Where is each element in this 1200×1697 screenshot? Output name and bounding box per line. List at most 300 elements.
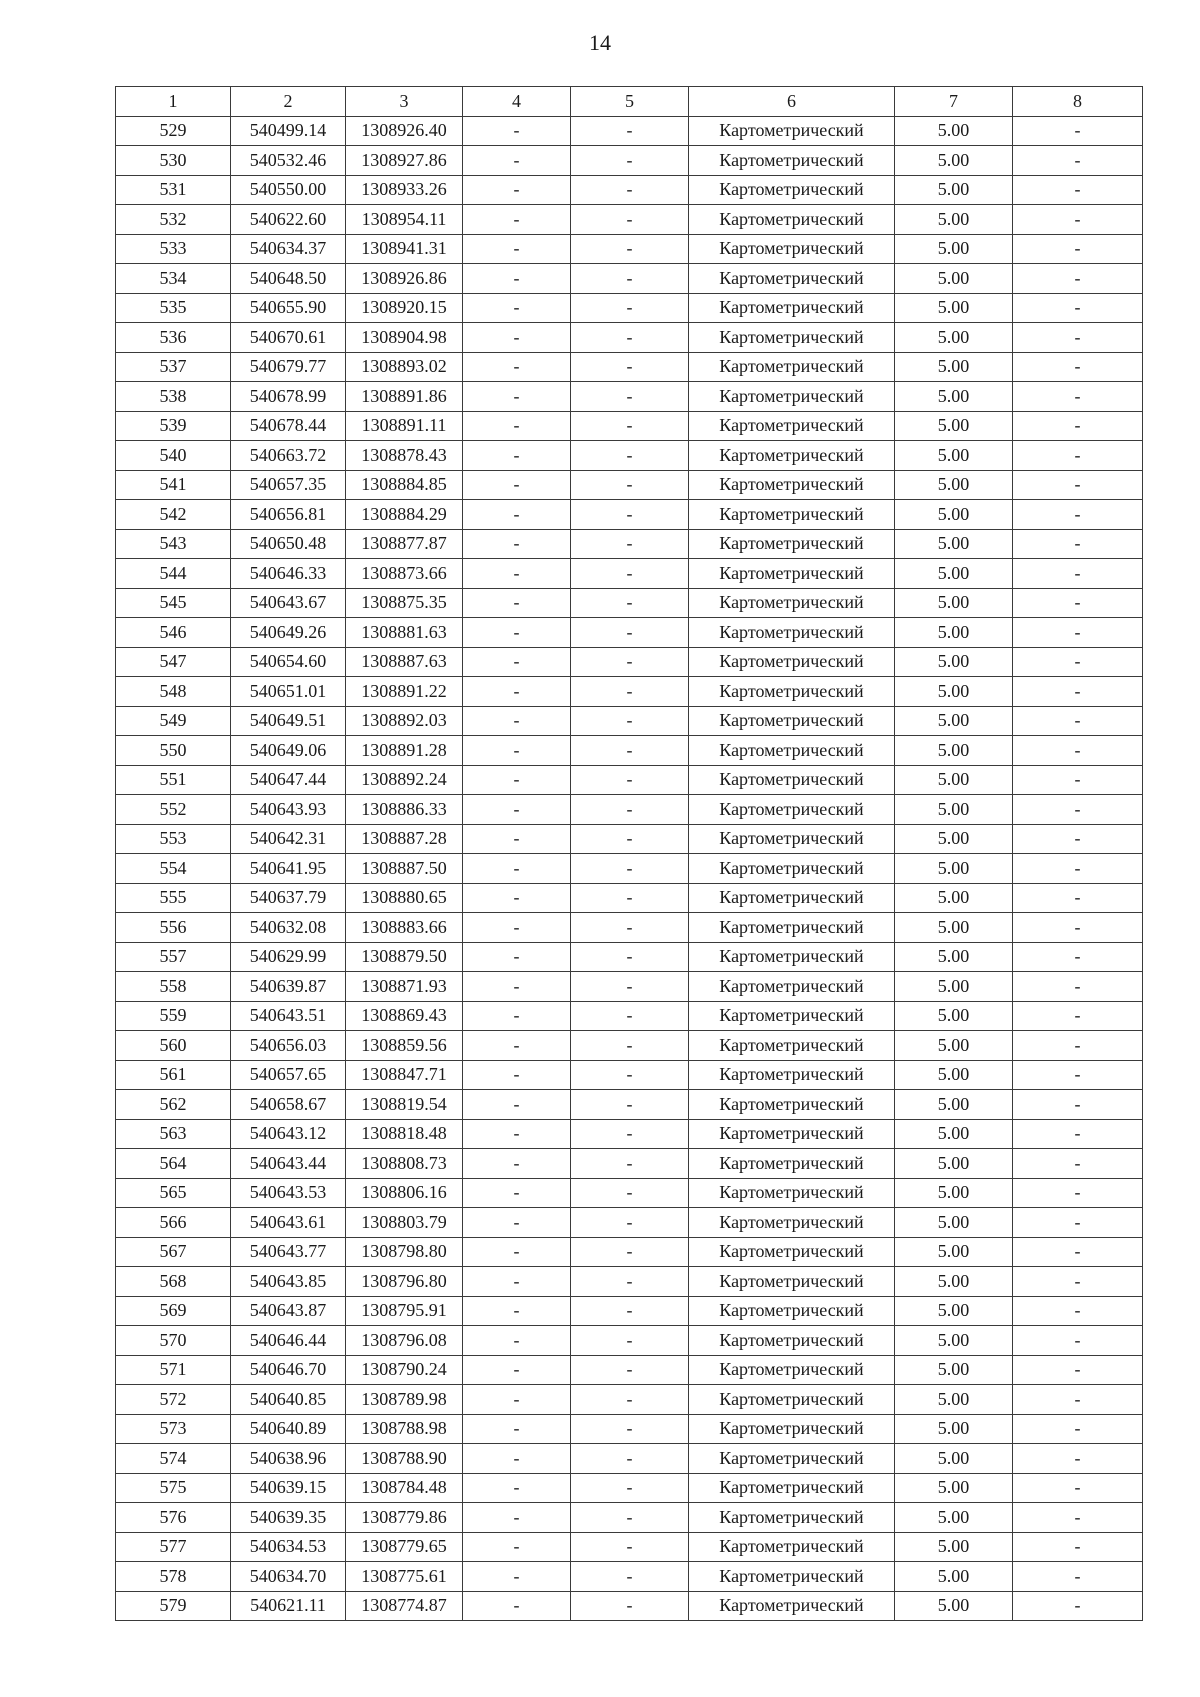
accuracy-cell: 5.00 — [895, 352, 1013, 382]
col5-cell: - — [571, 116, 689, 146]
x-coordinate-cell: 540649.51 — [231, 706, 346, 736]
col4-cell: - — [463, 647, 571, 677]
method-cell: Картометрический — [689, 323, 895, 353]
y-coordinate-cell: 1308796.80 — [346, 1267, 463, 1297]
accuracy-cell: 5.00 — [895, 795, 1013, 825]
x-coordinate-cell: 540643.12 — [231, 1119, 346, 1149]
accuracy-cell: 5.00 — [895, 1503, 1013, 1533]
column-header-4: 4 — [463, 87, 571, 117]
col8-cell: - — [1013, 1060, 1143, 1090]
accuracy-cell: 5.00 — [895, 1001, 1013, 1031]
column-header-2: 2 — [231, 87, 346, 117]
col8-cell: - — [1013, 824, 1143, 854]
y-coordinate-cell: 1308806.16 — [346, 1178, 463, 1208]
table-row — [116, 323, 1143, 353]
point-number-cell: 552 — [116, 795, 231, 825]
point-number-cell: 577 — [116, 1532, 231, 1562]
point-number-cell: 529 — [116, 116, 231, 146]
x-coordinate-cell: 540649.26 — [231, 618, 346, 648]
y-coordinate-cell: 1308873.66 — [346, 559, 463, 589]
col4-cell: - — [463, 1385, 571, 1415]
table-row — [116, 647, 1143, 677]
col5-cell: - — [571, 736, 689, 766]
point-number-cell: 547 — [116, 647, 231, 677]
table-row — [116, 1562, 1143, 1592]
accuracy-cell: 5.00 — [895, 1591, 1013, 1621]
y-coordinate-cell: 1308892.24 — [346, 765, 463, 795]
point-number-cell: 565 — [116, 1178, 231, 1208]
point-number-cell: 548 — [116, 677, 231, 707]
col4-cell: - — [463, 441, 571, 471]
accuracy-cell: 5.00 — [895, 1060, 1013, 1090]
accuracy-cell: 5.00 — [895, 264, 1013, 294]
col5-cell: - — [571, 441, 689, 471]
table-row — [116, 736, 1143, 766]
point-number-cell: 550 — [116, 736, 231, 766]
accuracy-cell: 5.00 — [895, 146, 1013, 176]
y-coordinate-cell: 1308779.86 — [346, 1503, 463, 1533]
point-number-cell: 559 — [116, 1001, 231, 1031]
table-row — [116, 1237, 1143, 1267]
x-coordinate-cell: 540643.67 — [231, 588, 346, 618]
x-coordinate-cell: 540649.06 — [231, 736, 346, 766]
col5-cell: - — [571, 559, 689, 589]
accuracy-cell: 5.00 — [895, 441, 1013, 471]
x-coordinate-cell: 540550.00 — [231, 175, 346, 205]
method-cell: Картометрический — [689, 795, 895, 825]
method-cell: Картометрический — [689, 1237, 895, 1267]
col4-cell: - — [463, 116, 571, 146]
point-number-cell: 568 — [116, 1267, 231, 1297]
accuracy-cell: 5.00 — [895, 1473, 1013, 1503]
accuracy-cell: 5.00 — [895, 470, 1013, 500]
col8-cell: - — [1013, 1208, 1143, 1238]
col8-cell: - — [1013, 1591, 1143, 1621]
table-row — [116, 352, 1143, 382]
point-number-cell: 538 — [116, 382, 231, 412]
col4-cell: - — [463, 1208, 571, 1238]
page-number: 14 — [589, 30, 611, 55]
table-row — [116, 205, 1143, 235]
point-number-cell: 557 — [116, 942, 231, 972]
accuracy-cell: 5.00 — [895, 647, 1013, 677]
col4-cell: - — [463, 559, 571, 589]
table-row — [116, 1296, 1143, 1326]
col4-cell: - — [463, 1090, 571, 1120]
table-row — [116, 411, 1143, 441]
point-number-cell: 554 — [116, 854, 231, 884]
x-coordinate-cell: 540634.37 — [231, 234, 346, 264]
accuracy-cell: 5.00 — [895, 1119, 1013, 1149]
table-row — [116, 1385, 1143, 1415]
x-coordinate-cell: 540637.79 — [231, 883, 346, 913]
y-coordinate-cell: 1308893.02 — [346, 352, 463, 382]
col4-cell: - — [463, 323, 571, 353]
accuracy-cell: 5.00 — [895, 1562, 1013, 1592]
accuracy-cell: 5.00 — [895, 175, 1013, 205]
accuracy-cell: 5.00 — [895, 1208, 1013, 1238]
y-coordinate-cell: 1308869.43 — [346, 1001, 463, 1031]
col8-cell: - — [1013, 1267, 1143, 1297]
table-row — [116, 1119, 1143, 1149]
y-coordinate-cell: 1308886.33 — [346, 795, 463, 825]
method-cell: Картометрический — [689, 736, 895, 766]
table-row — [116, 116, 1143, 146]
method-cell: Картометрический — [689, 1267, 895, 1297]
y-coordinate-cell: 1308871.93 — [346, 972, 463, 1002]
accuracy-cell: 5.00 — [895, 854, 1013, 884]
y-coordinate-cell: 1308803.79 — [346, 1208, 463, 1238]
col8-cell: - — [1013, 913, 1143, 943]
table-row — [116, 1090, 1143, 1120]
accuracy-cell: 5.00 — [895, 116, 1013, 146]
method-cell: Картометрический — [689, 1208, 895, 1238]
point-number-cell: 555 — [116, 883, 231, 913]
point-number-cell: 544 — [116, 559, 231, 589]
method-cell: Картометрический — [689, 1119, 895, 1149]
col4-cell: - — [463, 1149, 571, 1179]
col5-cell: - — [571, 1591, 689, 1621]
col5-cell: - — [571, 529, 689, 559]
accuracy-cell: 5.00 — [895, 1355, 1013, 1385]
method-cell: Картометрический — [689, 1178, 895, 1208]
table-row — [116, 559, 1143, 589]
y-coordinate-cell: 1308879.50 — [346, 942, 463, 972]
accuracy-cell: 5.00 — [895, 736, 1013, 766]
col5-cell: - — [571, 1001, 689, 1031]
col4-cell: - — [463, 1326, 571, 1356]
accuracy-cell: 5.00 — [895, 1444, 1013, 1474]
point-number-cell: 535 — [116, 293, 231, 323]
x-coordinate-cell: 540639.87 — [231, 972, 346, 1002]
col4-cell: - — [463, 1473, 571, 1503]
table-row — [116, 1001, 1143, 1031]
accuracy-cell: 5.00 — [895, 1296, 1013, 1326]
col5-cell: - — [571, 1355, 689, 1385]
table-row — [116, 1532, 1143, 1562]
x-coordinate-cell: 540643.93 — [231, 795, 346, 825]
col4-cell: - — [463, 736, 571, 766]
point-number-cell: 567 — [116, 1237, 231, 1267]
y-coordinate-cell: 1308887.63 — [346, 647, 463, 677]
x-coordinate-cell: 540655.90 — [231, 293, 346, 323]
column-header-1: 1 — [116, 87, 231, 117]
method-cell: Картометрический — [689, 706, 895, 736]
table-row — [116, 1444, 1143, 1474]
table-row — [116, 1591, 1143, 1621]
x-coordinate-cell: 540643.87 — [231, 1296, 346, 1326]
table-row — [116, 146, 1143, 176]
x-coordinate-cell: 540642.31 — [231, 824, 346, 854]
col5-cell: - — [571, 972, 689, 1002]
col4-cell: - — [463, 500, 571, 530]
y-coordinate-cell: 1308887.50 — [346, 854, 463, 884]
col4-cell: - — [463, 1414, 571, 1444]
col5-cell: - — [571, 647, 689, 677]
y-coordinate-cell: 1308954.11 — [346, 205, 463, 235]
x-coordinate-cell: 540641.95 — [231, 854, 346, 884]
col4-cell: - — [463, 529, 571, 559]
x-coordinate-cell: 540638.96 — [231, 1444, 346, 1474]
col8-cell: - — [1013, 1385, 1143, 1415]
y-coordinate-cell: 1308784.48 — [346, 1473, 463, 1503]
y-coordinate-cell: 1308926.40 — [346, 116, 463, 146]
x-coordinate-cell: 540650.48 — [231, 529, 346, 559]
col4-cell: - — [463, 264, 571, 294]
accuracy-cell: 5.00 — [895, 972, 1013, 1002]
col4-cell: - — [463, 411, 571, 441]
accuracy-cell: 5.00 — [895, 323, 1013, 353]
column-header-5: 5 — [571, 87, 689, 117]
x-coordinate-cell: 540640.85 — [231, 1385, 346, 1415]
col8-cell: - — [1013, 765, 1143, 795]
point-number-cell: 551 — [116, 765, 231, 795]
col4-cell: - — [463, 854, 571, 884]
col5-cell: - — [571, 1090, 689, 1120]
point-number-cell: 539 — [116, 411, 231, 441]
table-row — [116, 588, 1143, 618]
accuracy-cell: 5.00 — [895, 1149, 1013, 1179]
col5-cell: - — [571, 942, 689, 972]
y-coordinate-cell: 1308891.22 — [346, 677, 463, 707]
col8-cell: - — [1013, 293, 1143, 323]
col5-cell: - — [571, 205, 689, 235]
point-number-cell: 537 — [116, 352, 231, 382]
col4-cell: - — [463, 1267, 571, 1297]
y-coordinate-cell: 1308881.63 — [346, 618, 463, 648]
col4-cell: - — [463, 1178, 571, 1208]
table-row — [116, 500, 1143, 530]
method-cell: Картометрический — [689, 1149, 895, 1179]
table-row — [116, 854, 1143, 884]
col4-cell: - — [463, 1562, 571, 1592]
point-number-cell: 572 — [116, 1385, 231, 1415]
table-row — [116, 1060, 1143, 1090]
y-coordinate-cell: 1308779.65 — [346, 1532, 463, 1562]
col8-cell: - — [1013, 559, 1143, 589]
method-cell: Картометрический — [689, 1090, 895, 1120]
column-header-6: 6 — [689, 87, 895, 117]
y-coordinate-cell: 1308891.11 — [346, 411, 463, 441]
x-coordinate-cell: 540657.65 — [231, 1060, 346, 1090]
col8-cell: - — [1013, 736, 1143, 766]
table-row — [116, 1208, 1143, 1238]
col8-cell: - — [1013, 323, 1143, 353]
col5-cell: - — [571, 1326, 689, 1356]
col5-cell: - — [571, 1060, 689, 1090]
x-coordinate-cell: 540657.35 — [231, 470, 346, 500]
table-row — [116, 913, 1143, 943]
col8-cell: - — [1013, 146, 1143, 176]
y-coordinate-cell: 1308789.98 — [346, 1385, 463, 1415]
col5-cell: - — [571, 1178, 689, 1208]
y-coordinate-cell: 1308892.03 — [346, 706, 463, 736]
table-row — [116, 765, 1143, 795]
col8-cell: - — [1013, 1503, 1143, 1533]
col8-cell: - — [1013, 1178, 1143, 1208]
col5-cell: - — [571, 765, 689, 795]
accuracy-cell: 5.00 — [895, 411, 1013, 441]
x-coordinate-cell: 540670.61 — [231, 323, 346, 353]
y-coordinate-cell: 1308891.86 — [346, 382, 463, 412]
header-row — [116, 87, 1143, 117]
point-number-cell: 561 — [116, 1060, 231, 1090]
y-coordinate-cell: 1308878.43 — [346, 441, 463, 471]
x-coordinate-cell: 540643.61 — [231, 1208, 346, 1238]
x-coordinate-cell: 540643.77 — [231, 1237, 346, 1267]
col5-cell: - — [571, 1031, 689, 1061]
x-coordinate-cell: 540639.15 — [231, 1473, 346, 1503]
col8-cell: - — [1013, 647, 1143, 677]
x-coordinate-cell: 540663.72 — [231, 441, 346, 471]
col8-cell: - — [1013, 588, 1143, 618]
method-cell: Картометрический — [689, 1444, 895, 1474]
col5-cell: - — [571, 1296, 689, 1326]
col5-cell: - — [571, 1562, 689, 1592]
col4-cell: - — [463, 824, 571, 854]
point-number-cell: 558 — [116, 972, 231, 1002]
method-cell: Картометрический — [689, 441, 895, 471]
x-coordinate-cell: 540532.46 — [231, 146, 346, 176]
point-number-cell: 530 — [116, 146, 231, 176]
x-coordinate-cell: 540634.53 — [231, 1532, 346, 1562]
col8-cell: - — [1013, 883, 1143, 913]
col8-cell: - — [1013, 529, 1143, 559]
accuracy-cell: 5.00 — [895, 1326, 1013, 1356]
x-coordinate-cell: 540656.03 — [231, 1031, 346, 1061]
point-number-cell: 541 — [116, 470, 231, 500]
y-coordinate-cell: 1308795.91 — [346, 1296, 463, 1326]
column-header-7: 7 — [895, 87, 1013, 117]
table-row — [116, 1149, 1143, 1179]
point-number-cell: 556 — [116, 913, 231, 943]
accuracy-cell: 5.00 — [895, 234, 1013, 264]
col4-cell: - — [463, 1355, 571, 1385]
method-cell: Картометрический — [689, 116, 895, 146]
y-coordinate-cell: 1308775.61 — [346, 1562, 463, 1592]
col8-cell: - — [1013, 411, 1143, 441]
accuracy-cell: 5.00 — [895, 1414, 1013, 1444]
col8-cell: - — [1013, 1001, 1143, 1031]
table-row — [116, 175, 1143, 205]
table-row — [116, 529, 1143, 559]
col8-cell: - — [1013, 1355, 1143, 1385]
method-cell: Картометрический — [689, 175, 895, 205]
x-coordinate-cell: 540679.77 — [231, 352, 346, 382]
col5-cell: - — [571, 470, 689, 500]
table-header — [116, 87, 1143, 117]
method-cell: Картометрический — [689, 500, 895, 530]
accuracy-cell: 5.00 — [895, 1532, 1013, 1562]
point-number-cell: 579 — [116, 1591, 231, 1621]
col8-cell: - — [1013, 116, 1143, 146]
method-cell: Картометрический — [689, 824, 895, 854]
col4-cell: - — [463, 470, 571, 500]
col4-cell: - — [463, 205, 571, 235]
table-row — [116, 824, 1143, 854]
method-cell: Картометрический — [689, 765, 895, 795]
method-cell: Картометрический — [689, 1414, 895, 1444]
method-cell: Картометрический — [689, 942, 895, 972]
method-cell: Картометрический — [689, 1562, 895, 1592]
method-cell: Картометрический — [689, 883, 895, 913]
table-row — [116, 234, 1143, 264]
accuracy-cell: 5.00 — [895, 382, 1013, 412]
x-coordinate-cell: 540643.85 — [231, 1267, 346, 1297]
col5-cell: - — [571, 824, 689, 854]
point-number-cell: 534 — [116, 264, 231, 294]
point-number-cell: 531 — [116, 175, 231, 205]
x-coordinate-cell: 540646.70 — [231, 1355, 346, 1385]
col4-cell: - — [463, 588, 571, 618]
method-cell: Картометрический — [689, 1031, 895, 1061]
y-coordinate-cell: 1308788.90 — [346, 1444, 463, 1474]
accuracy-cell: 5.00 — [895, 1385, 1013, 1415]
col5-cell: - — [571, 411, 689, 441]
point-number-cell: 546 — [116, 618, 231, 648]
table-row — [116, 470, 1143, 500]
col4-cell: - — [463, 382, 571, 412]
col8-cell: - — [1013, 470, 1143, 500]
col4-cell: - — [463, 913, 571, 943]
col8-cell: - — [1013, 1031, 1143, 1061]
table-row — [116, 942, 1143, 972]
col5-cell: - — [571, 1208, 689, 1238]
col5-cell: - — [571, 1414, 689, 1444]
table-row — [116, 1326, 1143, 1356]
col4-cell: - — [463, 1237, 571, 1267]
method-cell: Картометрический — [689, 588, 895, 618]
table-row — [116, 1473, 1143, 1503]
col5-cell: - — [571, 706, 689, 736]
x-coordinate-cell: 540647.44 — [231, 765, 346, 795]
point-number-cell: 532 — [116, 205, 231, 235]
col5-cell: - — [571, 1119, 689, 1149]
col5-cell: - — [571, 1267, 689, 1297]
point-number-cell: 553 — [116, 824, 231, 854]
accuracy-cell: 5.00 — [895, 1031, 1013, 1061]
accuracy-cell: 5.00 — [895, 677, 1013, 707]
table-row — [116, 1267, 1143, 1297]
x-coordinate-cell: 540654.60 — [231, 647, 346, 677]
col4-cell: - — [463, 795, 571, 825]
method-cell: Картометрический — [689, 647, 895, 677]
col4-cell: - — [463, 1060, 571, 1090]
col8-cell: - — [1013, 972, 1143, 1002]
x-coordinate-cell: 540499.14 — [231, 116, 346, 146]
table-row — [116, 795, 1143, 825]
col8-cell: - — [1013, 1444, 1143, 1474]
col4-cell: - — [463, 706, 571, 736]
col5-cell: - — [571, 677, 689, 707]
x-coordinate-cell: 540629.99 — [231, 942, 346, 972]
col4-cell: - — [463, 942, 571, 972]
col5-cell: - — [571, 146, 689, 176]
col5-cell: - — [571, 588, 689, 618]
table-row — [116, 677, 1143, 707]
method-cell: Картометрический — [689, 146, 895, 176]
col8-cell: - — [1013, 677, 1143, 707]
accuracy-cell: 5.00 — [895, 883, 1013, 913]
table-row — [116, 264, 1143, 294]
table-body — [116, 116, 1143, 1621]
method-cell: Картометрический — [689, 854, 895, 884]
method-cell: Картометрический — [689, 913, 895, 943]
y-coordinate-cell: 1308904.98 — [346, 323, 463, 353]
y-coordinate-cell: 1308933.26 — [346, 175, 463, 205]
y-coordinate-cell: 1308884.29 — [346, 500, 463, 530]
col8-cell: - — [1013, 1473, 1143, 1503]
